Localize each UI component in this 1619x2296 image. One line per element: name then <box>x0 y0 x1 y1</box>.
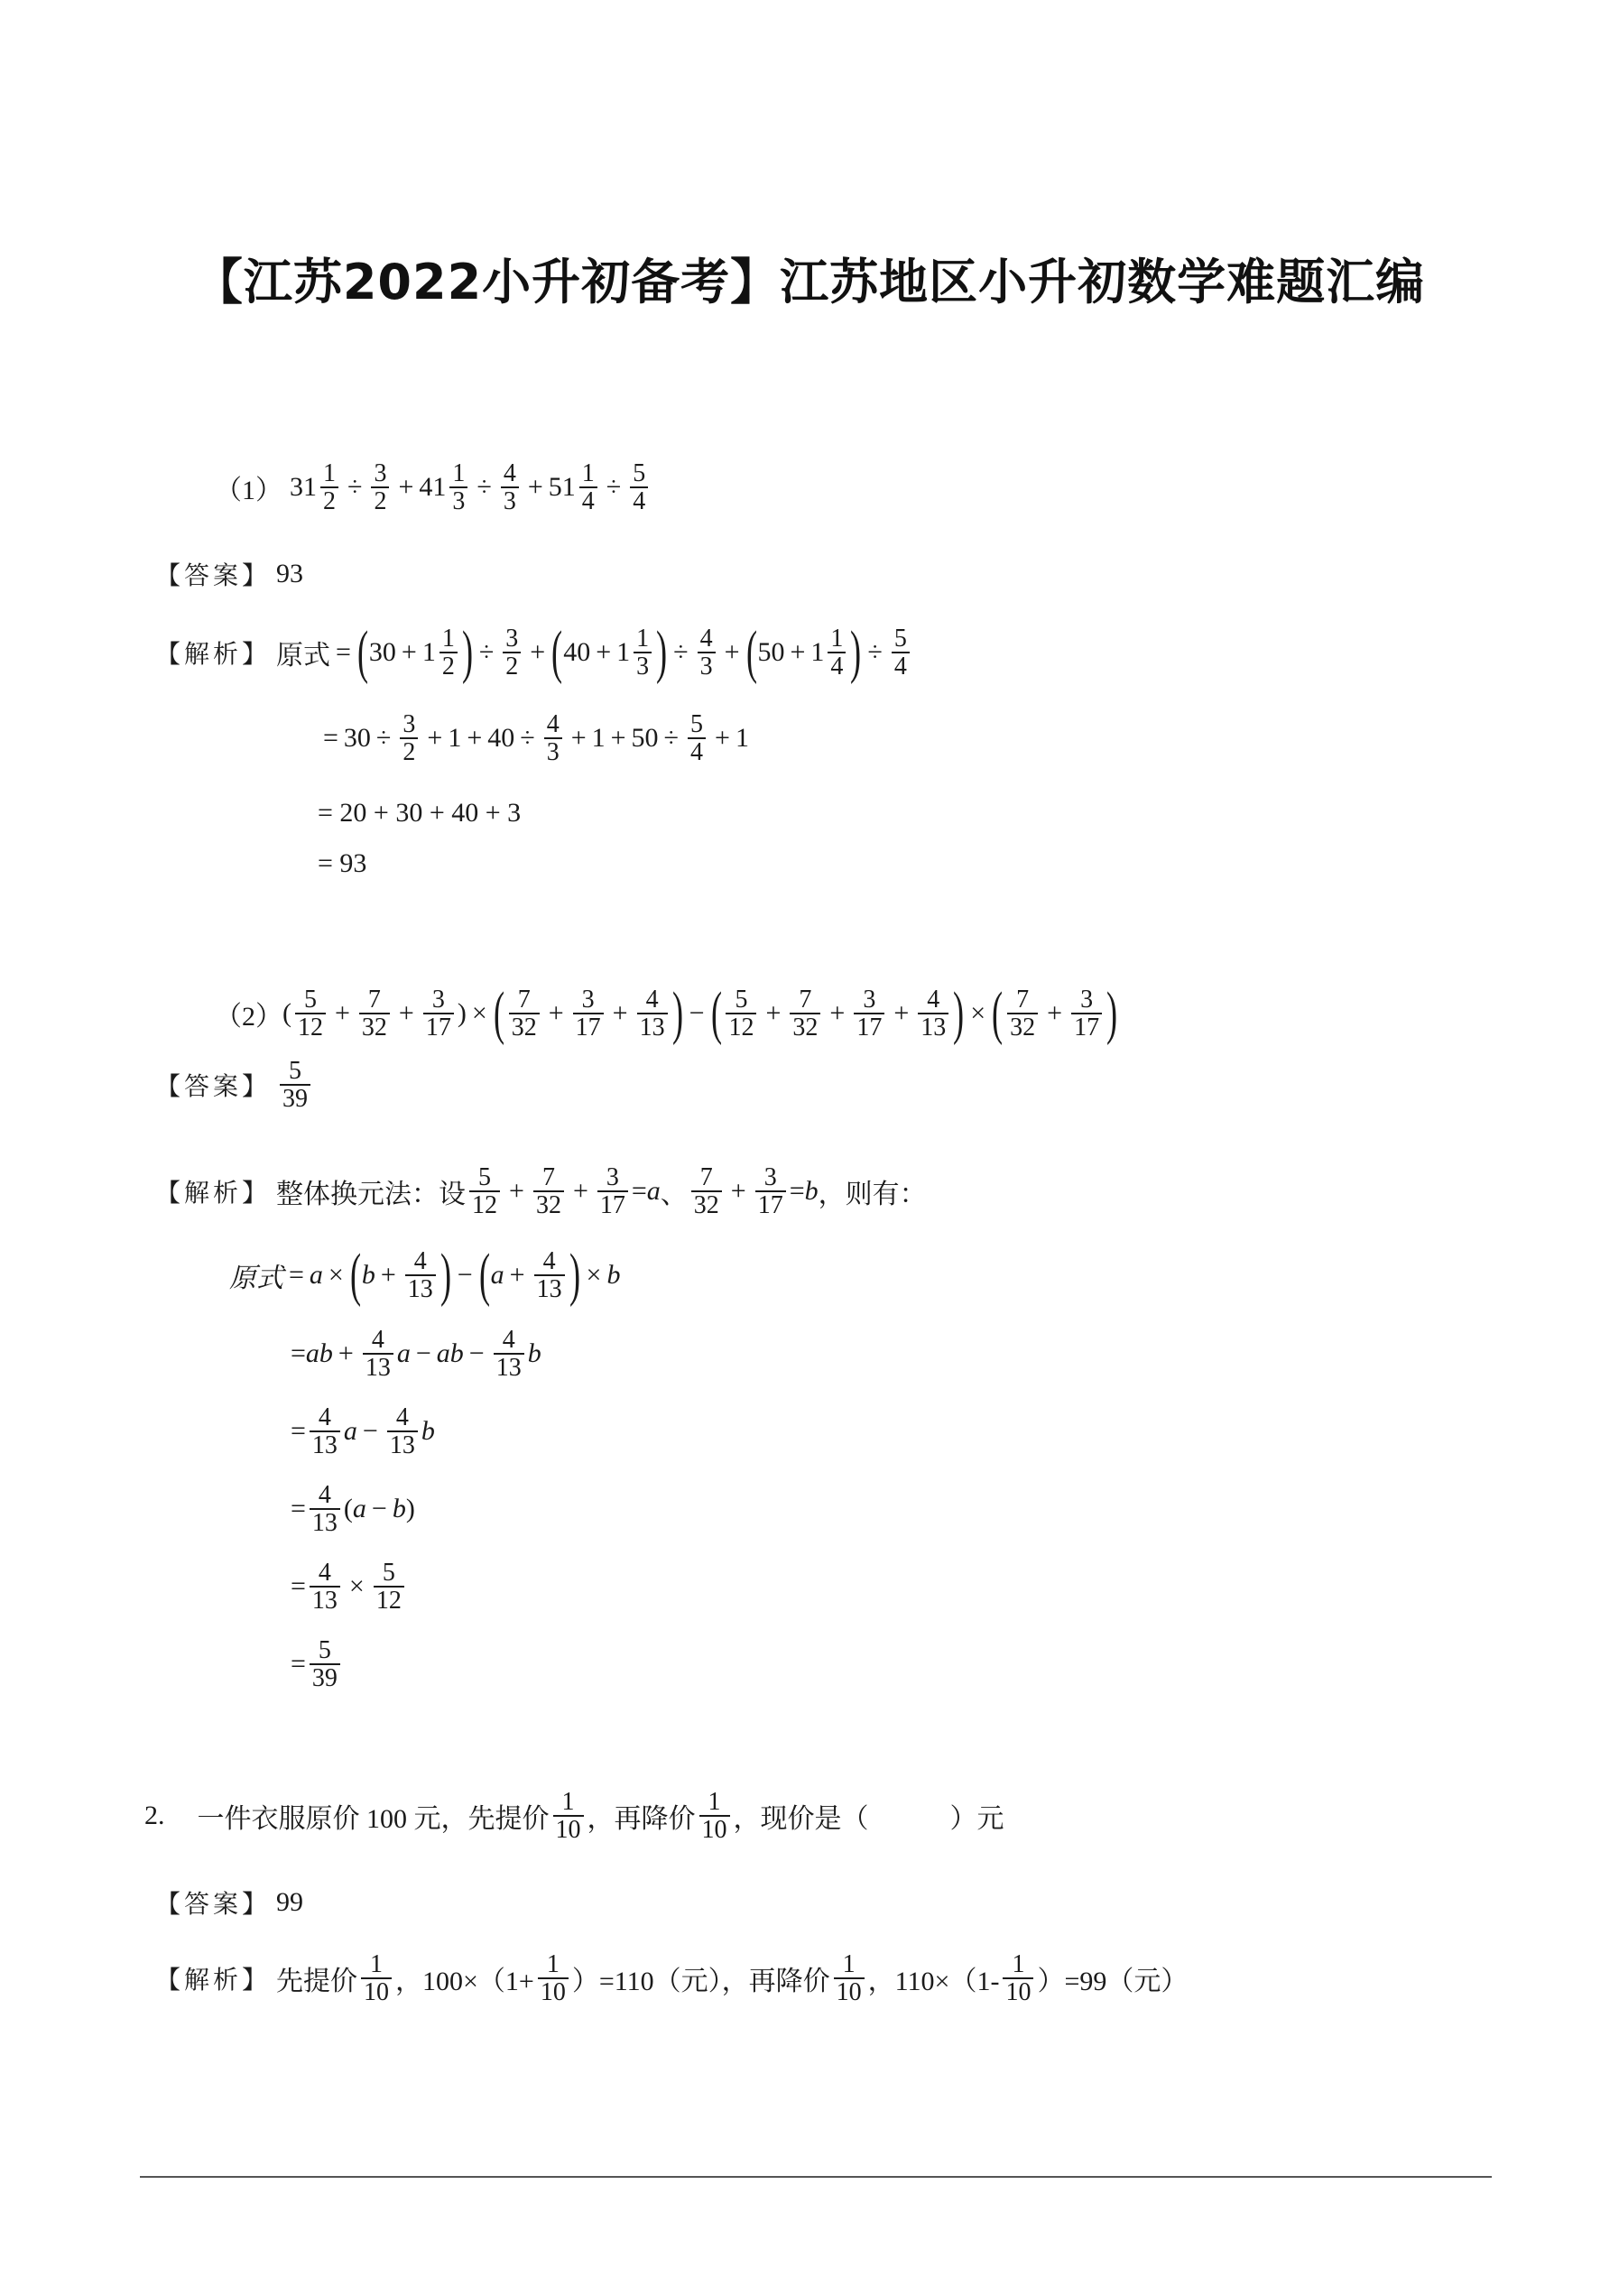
q3-answer: 【答案】 99 <box>155 1887 304 1919</box>
footer-divider <box>140 2176 1492 2178</box>
q1-answer <box>155 556 303 592</box>
q1-analysis-step1: 【解析】 原式 = ( 30 + 1 $\frac{1}{2}$ ) ÷ $\frac{3}{2}$ + ( 40 + 1 $\frac{1}{3}$ ) ÷ $\frac{4}{3}$ + ( 50 + 1 $\frac{1}{4}$ ) ÷ $\frac{5}{4}$ <box>155 623 913 682</box>
q1-analysis-step2: = 30 ÷ $\frac{3}{2}$ + 1 + 40 ÷ $\frac{4}{3}$ + 1 + 50 ÷ $\frac{5}{4}$ + 1 <box>323 710 749 767</box>
answer-label: 【答案】 <box>155 560 272 590</box>
q3-answer-value: 99 <box>276 1887 304 1917</box>
q2-number: （2） <box>215 1002 282 1032</box>
q2-analysis-step2: = ab + $\frac{4}{13}$ a − ab − $\frac{4}{13}$ b <box>291 1326 541 1383</box>
q3-problem: 2. 一件衣服原价 100 元，先提价 $\frac{1}{10}$ ，再降价 $\frac{1}{10}$ ，现价是（ ）元 <box>144 1788 1004 1845</box>
q3-number: 2. <box>144 1801 165 1831</box>
analysis-label: 【解析】 <box>155 639 272 669</box>
q2-answer-value: $\frac{5}{39}$ <box>280 1058 310 1113</box>
q2-analysis-step3: = $\frac{4}{13}$ a − $\frac{4}{13}$ b <box>291 1403 435 1460</box>
q2-analysis-step1: 原式 = a × ( b + $\frac{4}{13}$ ) − ( a + $\frac{4}{13}$ ) × b <box>229 1242 621 1308</box>
q2-analysis-step5: = $\frac{4}{13}$ × $\frac{5}{12}$ <box>291 1560 408 1615</box>
q3-analysis: 【解析】 先提价 $\frac{1}{10}$ ，100×（1+ $\frac{1}{10}$ ）=110（元），再降价 $\frac{1}{10}$ ，110×（1- $\frac{1}{10}$ ）=99（元） <box>155 1950 1189 2007</box>
q2-analysis-step6: = $\frac{5}{39}$ <box>291 1637 344 1692</box>
q2-analysis-step4: = $\frac{4}{13}$ ( a − b ) <box>291 1481 415 1538</box>
q1-answer-value: 93 <box>276 559 304 588</box>
q1-analysis-step4: = 93 <box>318 848 367 878</box>
q2-problem: （2） ( $\frac{5}{12}$ + $\frac{7}{32}$ + $\frac{3}{17}$ ) × ( $\frac{7}{32}$ + $\frac{3}{17}$ + $\frac{4}{13}$ ) − ( $\frac{5}{12}$ + $\frac{7}{32}$ + $\frac{3}{17}$ + $\frac{4}{13}$ ) × ( $\frac{7}{32}$ + $\frac{3}{17}$ ) <box>215 980 1118 1046</box>
q2-analysis-intro: 【解析】 整体换元法：设 $\frac{5}{12}$ + $\frac{7}{32}$ + $\frac{3}{17}$ = a 、 $\frac{7}{32}$ + $\frac{3}{17}$ = b ，则有： <box>155 1163 927 1220</box>
q1-analysis-step3: = 20 + 30 + 40 + 3 <box>318 798 522 828</box>
q1-number: （1） <box>215 476 282 506</box>
q1-problem: （1） 31 $\frac{1}{2}$ ÷ $\frac{3}{2}$ + 41 $\frac{1}{3}$ ÷ $\frac{4}{3}$ + 51 $\frac{1}{4}$ ÷ $\frac{5}{4}$ <box>215 460 652 515</box>
page-title: 【江苏2022小升初备考】江苏地区小升初数学难题汇编 <box>193 254 1426 310</box>
q2-answer: 【答案】 $\frac{5}{39}$ <box>155 1058 314 1113</box>
